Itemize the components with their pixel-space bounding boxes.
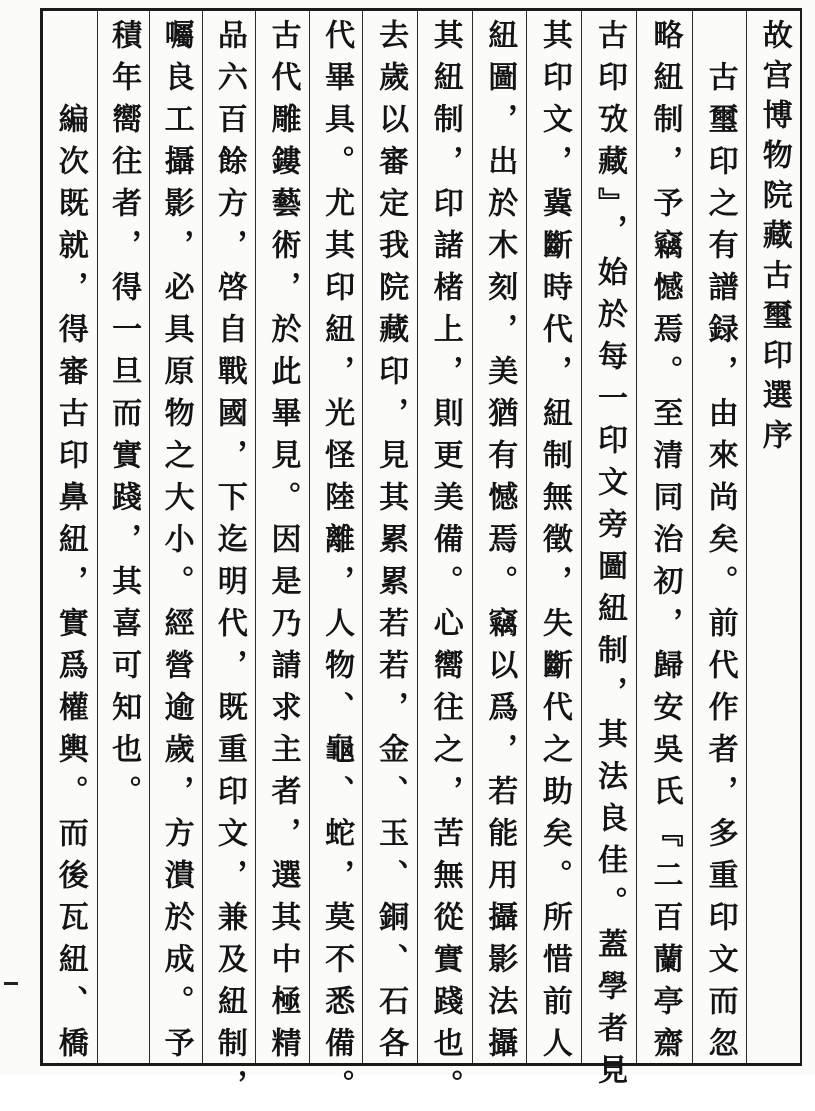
column-title [746,11,800,1063]
text-column-9 [255,11,309,1069]
text-column-6 [417,11,472,1111]
text-line: 積年嚮往者，得一旦而實踐，其喜可知也。 [106,19,142,817]
text-line: 編次既就，得審古印鼻紐，實爲權輿。而後瓦紐、橋 [52,103,88,1069]
text-column-2 [636,11,692,1069]
margin-tick-mark [4,982,18,985]
text-column-7 [362,11,417,1069]
text-line: 其印文，冀斷時代，紐制無徵，失斷代之助矣。所惜前人 [536,19,572,1069]
text-column-8 [309,11,363,1111]
text-column-10 [202,11,256,1111]
text-column-11 [149,11,202,1069]
text-line: 紐圖，出於木刻，美猶有憾焉。竊以爲，若能用攝影法攝 [482,19,518,1069]
text-line: 略紐制，予竊憾焉。至清同治初，歸安吳氏『二百蘭亭齋 [647,19,683,1069]
text-column-13 [43,11,97,1069]
text-line: 其紐制，印諸楮上，則更美備。心嚮往之，苦無從實踐也。 [427,19,463,1111]
text-line: 古璽印之有譜録，由來尚矣。前代作者，多重印文而忽 [702,61,738,1069]
text-line: 品六百餘方，啓自戰國，下迄明代，既重印文，兼及紐制， [211,19,247,1111]
text-line: 古印攷藏』，始於每一印文旁圖紐制，其法良佳。蓋學者見 [591,19,627,1096]
text-line: 古代雕鏤藝術，於此畢見。因是乃請求主者，選其中極精 [265,19,301,1069]
text-column-5 [472,11,527,1069]
text-column-3 [581,11,637,1096]
text-column-12 [97,11,149,1063]
text-line: 代畢具。尤其印紐，光怪陸離，人物、龜、蛇，莫不悉備。 [319,19,355,1111]
vertical-text-frame [40,8,802,1111]
text-line: 囑良工攝影，必具原物之大小。經營逾歲，方潰於成。予 [158,19,194,1069]
document-title: 故宫博物院藏古璽印選序 [756,19,792,459]
text-line: 去歲以審定我院藏印，見其累累若若，金、玉、銅、石各 [373,19,409,1069]
text-column-4 [526,11,581,1069]
text-column-1 [692,11,747,1069]
